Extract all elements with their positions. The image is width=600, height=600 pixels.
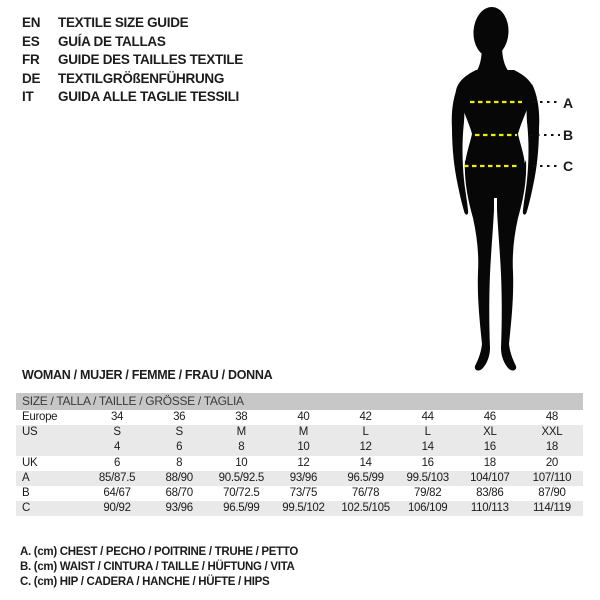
size-cell: 38	[235, 411, 248, 423]
size-cell: 88/90	[165, 471, 193, 484]
guide-title-it: GUIDA ALLE TAGLIE TESSILI	[58, 89, 239, 105]
size-cell: 16	[421, 456, 434, 469]
size-cell: 44	[421, 411, 434, 423]
row-label: Europe	[22, 411, 58, 423]
size-cell: L	[362, 426, 369, 439]
language-row-es	[22, 33, 243, 52]
size-cell: 83/86	[476, 487, 504, 500]
size-cell: 34	[110, 411, 124, 423]
language-row-it	[22, 88, 243, 107]
size-cell: 16	[483, 441, 496, 454]
marker-label-a: A	[563, 95, 573, 111]
table-row	[16, 410, 583, 425]
size-cell: S	[113, 426, 121, 439]
size-cell: 42	[359, 411, 372, 423]
language-code: IT	[22, 89, 34, 105]
woman-silhouette	[452, 6, 539, 370]
size-cell: 10	[235, 456, 248, 469]
size-cell: 93/96	[289, 471, 318, 484]
size-cell: 90.5/92.5	[218, 471, 264, 484]
table-row	[16, 501, 583, 516]
size-cell: L	[424, 426, 431, 439]
row-label: B	[22, 487, 30, 500]
size-cell: 20	[545, 456, 559, 469]
size-cell: 102.5/105	[341, 502, 390, 515]
legend-waist: B. (cm) WAIST / CINTURA / TAILLE / HÜFTUNG / VITA	[20, 561, 295, 574]
size-cell: 18	[545, 441, 559, 454]
size-cell: 10	[297, 441, 310, 454]
size-cell: 87/90	[538, 487, 566, 500]
size-cell: 36	[173, 411, 186, 423]
size-cell: 64/67	[103, 487, 131, 500]
table-row	[16, 486, 583, 501]
size-cell: 6	[114, 456, 121, 469]
size-cell: 14	[421, 441, 434, 454]
size-table-header: SIZE / TALLA / TAILLE / GRÖSSE / TAGLIA	[16, 393, 583, 410]
size-cell: 96.5/99	[347, 471, 384, 484]
language-row-fr	[22, 51, 243, 70]
size-cell: 8	[238, 441, 245, 454]
size-cell: S	[175, 426, 183, 439]
size-cell: 107/110	[532, 471, 572, 484]
size-cell: 8	[176, 456, 183, 469]
size-cell: 93/96	[165, 502, 193, 515]
size-cell: XXL	[541, 426, 563, 439]
woman-silhouette-figure	[420, 4, 570, 374]
guide-title-de: TEXTILGRÖßENFÜHRUNG	[58, 70, 225, 86]
size-cell: 85/87.5	[98, 471, 136, 484]
guide-title-en: TEXTILE SIZE GUIDE	[58, 15, 189, 30]
size-cell: 99.5/102	[282, 502, 325, 515]
size-cell: 76/78	[351, 487, 380, 500]
size-cell: 6	[176, 441, 183, 454]
size-cell: 46	[483, 411, 496, 423]
size-table-body	[16, 410, 583, 516]
row-label: US	[22, 426, 38, 439]
row-label: C	[22, 502, 31, 515]
size-table	[16, 393, 583, 516]
size-cell: M	[236, 426, 246, 439]
size-cell: 48	[545, 411, 559, 423]
table-row	[16, 471, 583, 486]
size-cell: 73/75	[289, 487, 318, 500]
size-cell: 106/109	[407, 502, 448, 515]
section-title-woman: WOMAN / MUJER / FEMME / FRAU / DONNA	[22, 368, 273, 382]
size-cell: 114/119	[533, 502, 571, 515]
size-table-grid	[16, 410, 583, 516]
table-row	[16, 440, 583, 455]
size-cell: 14	[359, 456, 372, 469]
row-label: UK	[22, 456, 38, 469]
language-title-list	[22, 14, 243, 107]
size-cell: 90/92	[103, 502, 131, 515]
legend-hip: C. (cm) HIP / CADERA / HANCHE / HÜFTE / HIPS	[20, 576, 270, 589]
language-code: FR	[22, 52, 40, 68]
row-label	[16, 440, 86, 455]
language-row-en	[22, 14, 243, 33]
size-cell: 110/113	[470, 502, 509, 515]
size-cell: 79/82	[414, 487, 442, 500]
language-code: ES	[22, 33, 40, 49]
size-cell: 12	[359, 441, 372, 454]
size-cell: 18	[483, 456, 496, 469]
size-cell: XL	[483, 426, 497, 439]
size-cell: 99.5/103	[406, 471, 449, 484]
size-cell: 70/72.5	[223, 487, 260, 500]
size-cell: 12	[297, 456, 310, 469]
table-row	[16, 456, 583, 471]
size-cell: 104/107	[470, 471, 510, 484]
marker-label-c: C	[563, 158, 573, 174]
size-cell: M	[298, 426, 309, 439]
marker-label-b: B	[563, 127, 573, 143]
table-row	[16, 425, 583, 440]
language-code: DE	[22, 70, 41, 86]
guide-title-fr: GUIDE DES TAILLES TEXTILE	[58, 52, 244, 68]
guide-title-es: GUÍA DE TALLAS	[58, 33, 166, 49]
size-cell: 4	[114, 441, 121, 454]
legend-chest: A. (cm) CHEST / PECHO / POITRINE / TRUHE / PETTO	[20, 546, 299, 558]
language-code: EN	[22, 15, 41, 30]
measurement-legend	[20, 545, 298, 591]
size-cell: 40	[297, 411, 310, 423]
language-row-de	[22, 70, 243, 89]
size-cell: 68/70	[165, 487, 193, 500]
size-cell: 96.5/99	[223, 502, 260, 515]
row-label: A	[22, 471, 30, 484]
